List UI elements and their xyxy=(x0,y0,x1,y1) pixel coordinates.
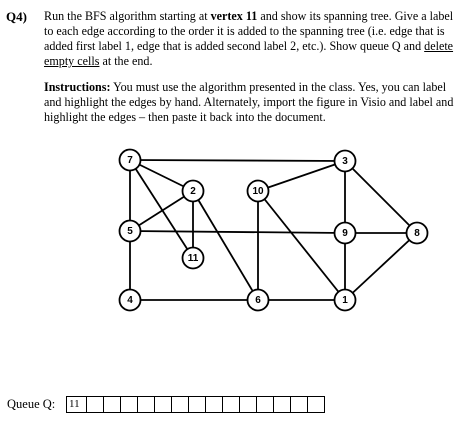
vertex-label: 3 xyxy=(342,156,348,167)
vertex-label: 2 xyxy=(190,186,196,197)
queue-cell xyxy=(308,397,325,412)
vertex-label: 5 xyxy=(127,226,133,237)
vertex-label: 11 xyxy=(187,253,199,264)
vertex-1 xyxy=(335,290,356,311)
graph-edges xyxy=(130,160,417,300)
edge-10-3 xyxy=(258,161,345,191)
queue-cell xyxy=(138,397,155,412)
vertex-3 xyxy=(335,151,356,172)
vertex-label: 7 xyxy=(127,155,133,166)
queue-cell: 11 xyxy=(67,397,87,412)
queue-cell xyxy=(240,397,257,412)
edge-5-9 xyxy=(130,231,345,233)
queue-label: Queue Q: xyxy=(7,397,56,411)
vertex-9 xyxy=(335,223,356,244)
vertex-4 xyxy=(120,290,141,311)
question-text-after: at the end. xyxy=(99,54,153,68)
queue-cell xyxy=(223,397,240,412)
queue-cell xyxy=(257,397,274,412)
edge-2-6 xyxy=(193,191,258,300)
vertex-10 xyxy=(248,181,269,202)
question-number: Q4) xyxy=(6,9,27,24)
vertex-8 xyxy=(407,223,428,244)
instructions-lead: Instructions: xyxy=(44,80,111,94)
vertex-label: 6 xyxy=(255,295,261,306)
question-text-before: Run the BFS algorithm starting at xyxy=(44,9,211,23)
vertex-label: 1 xyxy=(342,295,348,306)
vertex-label: 9 xyxy=(342,228,348,239)
vertex-5 xyxy=(120,221,141,242)
queue-cell xyxy=(291,397,308,412)
vertex-label: 4 xyxy=(127,295,133,306)
graph-nodes xyxy=(120,150,428,311)
vertex-7 xyxy=(120,150,141,171)
vertex-label: 8 xyxy=(414,228,420,239)
queue-cell xyxy=(104,397,121,412)
queue-cell xyxy=(87,397,104,412)
queue-cell xyxy=(274,397,291,412)
edge-3-8 xyxy=(345,161,417,233)
edge-10-1 xyxy=(258,191,345,300)
instructions-text: You must use the algorithm presented in the class. Yes, you can label and highlight the edges by hand. Alternately, import the figure in Visio and label and highlight the edges – then paste it back into the document. xyxy=(44,80,454,124)
vertex-2 xyxy=(183,181,204,202)
vertex-6 xyxy=(248,290,269,311)
queue-cell xyxy=(155,397,172,412)
queue-cell xyxy=(189,397,206,412)
vertex-label: 10 xyxy=(252,186,264,197)
question-start-vertex: vertex 11 xyxy=(210,9,258,23)
queue-cell xyxy=(121,397,138,412)
edge-7-3 xyxy=(130,160,345,161)
edge-8-1 xyxy=(345,233,417,300)
vertex-11 xyxy=(183,248,204,269)
queue-cell xyxy=(206,397,223,412)
queue-cell xyxy=(172,397,189,412)
question-text-mid: and show its spanning tree. Give a label to each edge according to the order it is added to the spanning tree (i.e. edge that is added first label 1, edge that is added second label 2, etc.). Show queue Q and xyxy=(44,9,454,53)
queue-cells xyxy=(66,396,325,413)
question-text-underlined: delete empty cells xyxy=(44,39,454,68)
